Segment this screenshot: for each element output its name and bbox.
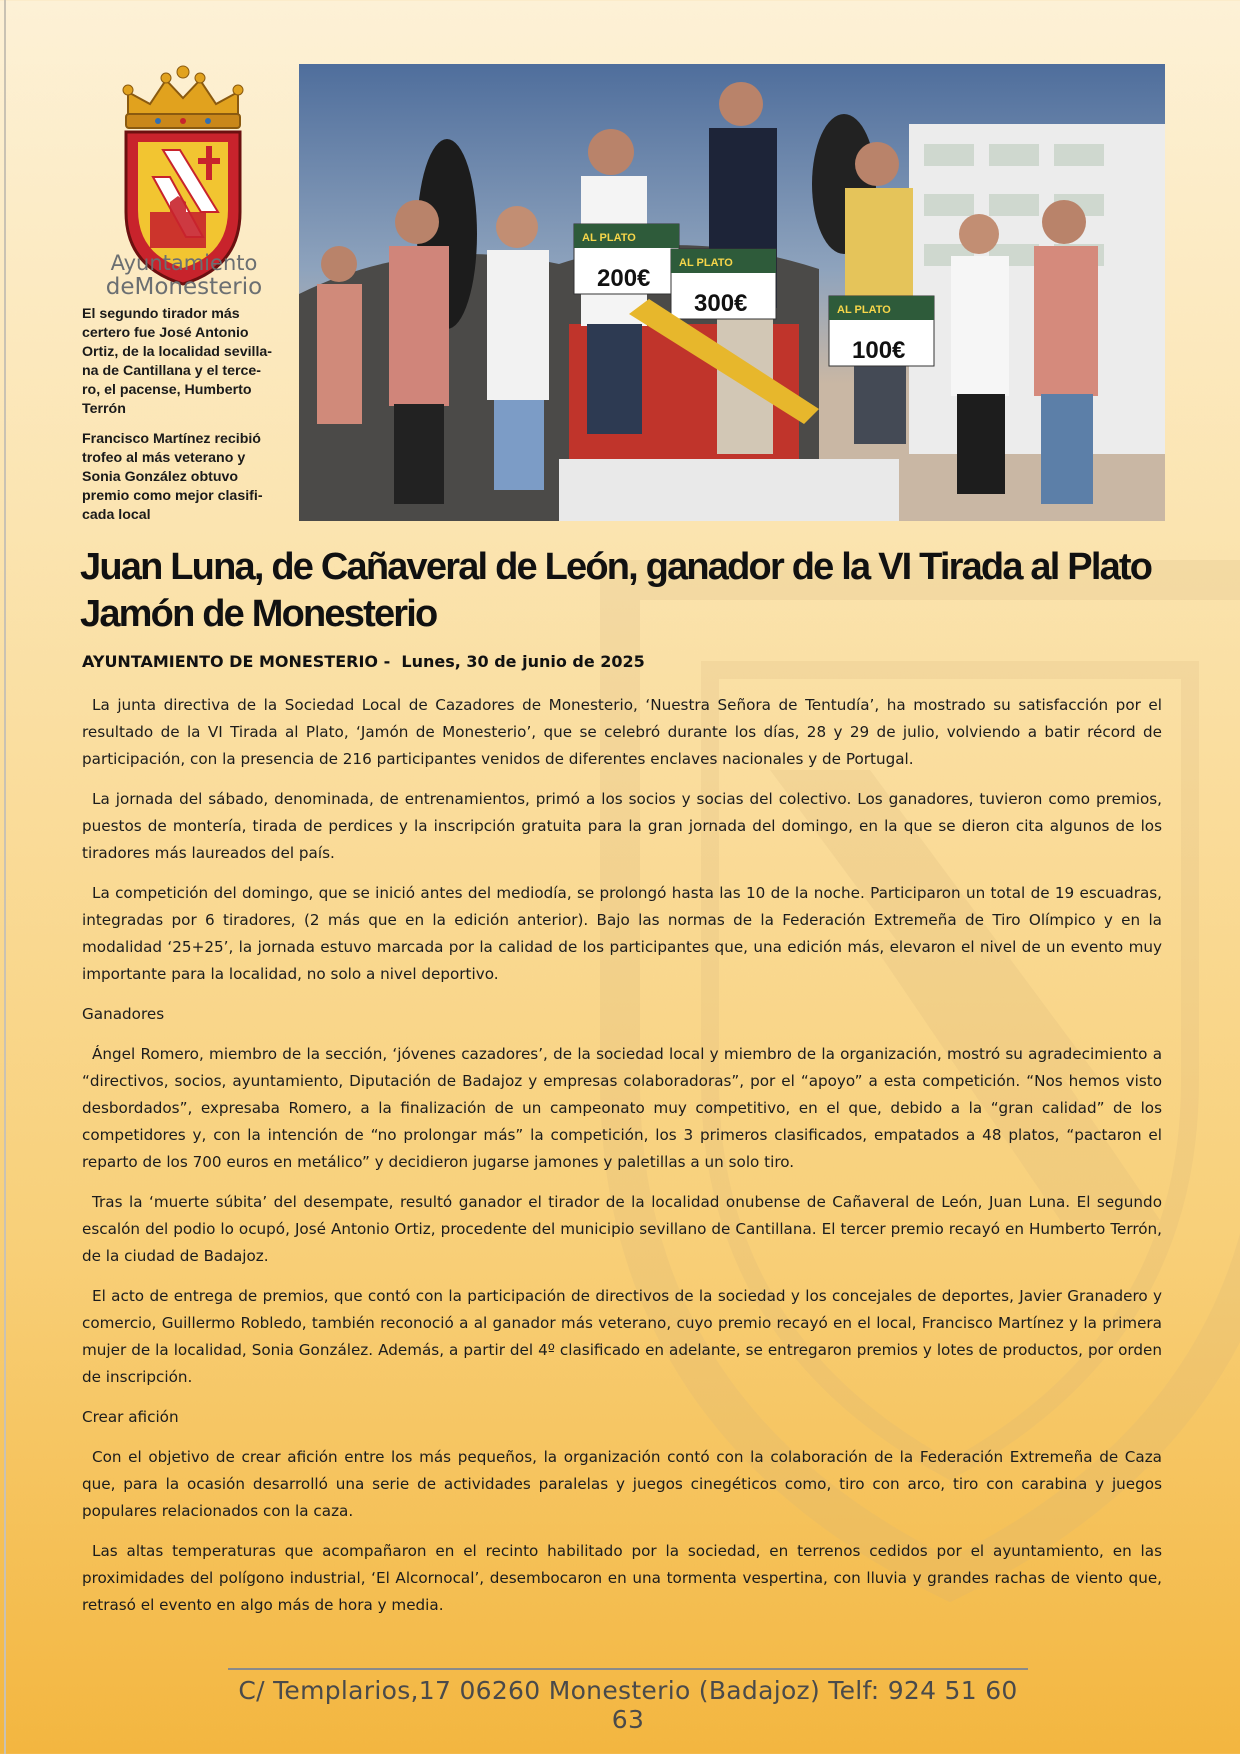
logo-line-1: Ayuntamiento [110, 251, 258, 275]
section-subheading-ganadores: Ganadores [82, 1005, 165, 1023]
footer-address: C/ Templarios,17 06260 Monesterio (Badajoz) Telf: 924 51 60 63 [238, 1676, 1018, 1734]
svg-text:AL PLATO: AL PLATO [837, 304, 891, 316]
article-paragraph: Con el objetivo de crear afición entre los más pequeños, la organización contó con la colaboración de la Federación Extremeña de Caza que, para la ocasión desarrolló una serie de actividades paralelas y juegos cinegéticos como, tiro con arco, tiro con carabina y juegos populares relacionados con la caza. [82, 1448, 1162, 1520]
winners-podium-photo [299, 64, 1165, 521]
article-paragraph: La jornada del sábado, denominada, de entrenamientos, primó a los socios y socias del colectivo. Los ganadores, tuvieron como premios, puestos de montería, tirada de perdices y la inscripción gratuita para la gran jornada del domingo, en la que se dieron cita algunos de los tiradores más laureados del país. [82, 790, 1162, 862]
photo-caption-1: El segundo tirador más certero fue José Antonio Ortiz, de la localidad sevilla-na de Cantillana y el terce-ro, el pacense, Humberto Terrón [82, 306, 273, 417]
page-border [4, 0, 6, 1754]
svg-text:100€: 100€ [852, 337, 906, 364]
crown-icon [123, 66, 243, 128]
svg-text:200€: 200€ [597, 265, 651, 292]
logo-line-2: deMonesterio [105, 274, 263, 300]
photo-caption-2: Francisco Martínez recibió trofeo al más veterano y Sonia González obtuvo premio como mejor clasifi-cada local [82, 431, 263, 523]
article-paragraph: Las altas temperaturas que acompañaron en el recinto habilitado por la sociedad, en terrenos cedidos por el ayuntamiento, en las proximidades del polígono industrial, ‘El Alcornocal’, desembocaron en una tormenta vespertina, con lluvia y grandes rachas de viento que, retrasó el evento en algo más de hora y media. [82, 1542, 1162, 1614]
prize-check-300 [671, 249, 776, 319]
svg-text:AL PLATO: AL PLATO [679, 257, 733, 269]
section-subheading-crear-aficion: Crear afición [82, 1408, 179, 1426]
article-headline: Juan Luna, de Cañaveral de León, ganador de la VI Tirada al Plato Jamón de Monesterio [80, 546, 1152, 635]
article-paragraph: La junta directiva de la Sociedad Local de Cazadores de Monesterio, ‘Nuestra Señora de Tentudía’, ha mostrado su satisfacción por el resultado de la VI Tirada al Plato, ‘Jamón de Monesterio’, que se celebró durante los días, 28 y 29 de julio, volviendo a batir récord de participación, con la presencia de 216 participantes venidos de diferentes enclaves nacionales y de Portugal. [82, 696, 1162, 768]
svg-text:300€: 300€ [694, 290, 748, 317]
article-body [82, 692, 1162, 1632]
prize-check-200 [574, 224, 679, 294]
article-paragraph: El acto de entrega de premios, que contó con la participación de directivos de la sociedad y los concejales de deportes, Javier Granadero y comercio, Guillermo Robledo, también reconoció a al ganador más veterano, cuyo premio recayó en el local, Francisco Martínez y la primera mujer de la localidad, Sonia González. Además, a partir del 4º clasificado en adelante, se entregaron premios y lotes de productos, por orden de inscripción. [82, 1287, 1162, 1386]
article-paragraph: Tras la ‘muerte súbita’ del desempate, resultó ganador el tirador de la localidad onubense de Cañaveral de León, Juan Luna. El segundo escalón del podio lo ocupó, José Antonio Ortiz, procedente del municipio sevillano de Cantillana. El tercer premio recayó en Humberto Terrón, de la ciudad de Badajoz. [82, 1193, 1162, 1265]
municipality-logo-text [104, 253, 264, 299]
article-byline: AYUNTAMIENTO DE MONESTERIO - Lunes, 30 de junio de 2025 [82, 652, 645, 671]
article-paragraph: Ángel Romero, miembro de la sección, ‘jóvenes cazadores’, de la sociedad local y miembro de la organización, mostró su agradecimiento a “directivos, socios, ayuntamiento, Diputación de Badajoz y empresas colaboradoras”, por el “apoyo” a esta competición. “Nos hemos visto desbordados”, expresaba Romero, a la finalización de un campeonato muy competitivo, en el que, debido a la “gran calidad” de los competidores y, con la intención de “no prolongar más” la competición, los 3 primeros clasificados, empatados a 48 platos, “pactaron el reparto de los 700 euros en metálico” y decidieron jugarse jamones y paletillas a un solo tiro. [82, 1045, 1162, 1171]
article-paragraph: La competición del domingo, que se inició antes del mediodía, se prolongó hasta las 10 de la noche. Participaron un total de 19 escuadras, integradas por 6 tiradores, (2 más que en la edición anterior). Bajo las normas de la Federación Extremeña de Tiro Olímpico y en la modalidad ‘25+25’, la jornada estuvo marcada por la calidad de los participantes que, una edición más, elevaron el nivel de un evento muy importante para la localidad, no solo a nivel deportivo. [82, 884, 1162, 983]
footer-divider [228, 1668, 1028, 1670]
svg-text:AL PLATO: AL PLATO [582, 232, 636, 244]
prize-check-100 [829, 296, 934, 366]
